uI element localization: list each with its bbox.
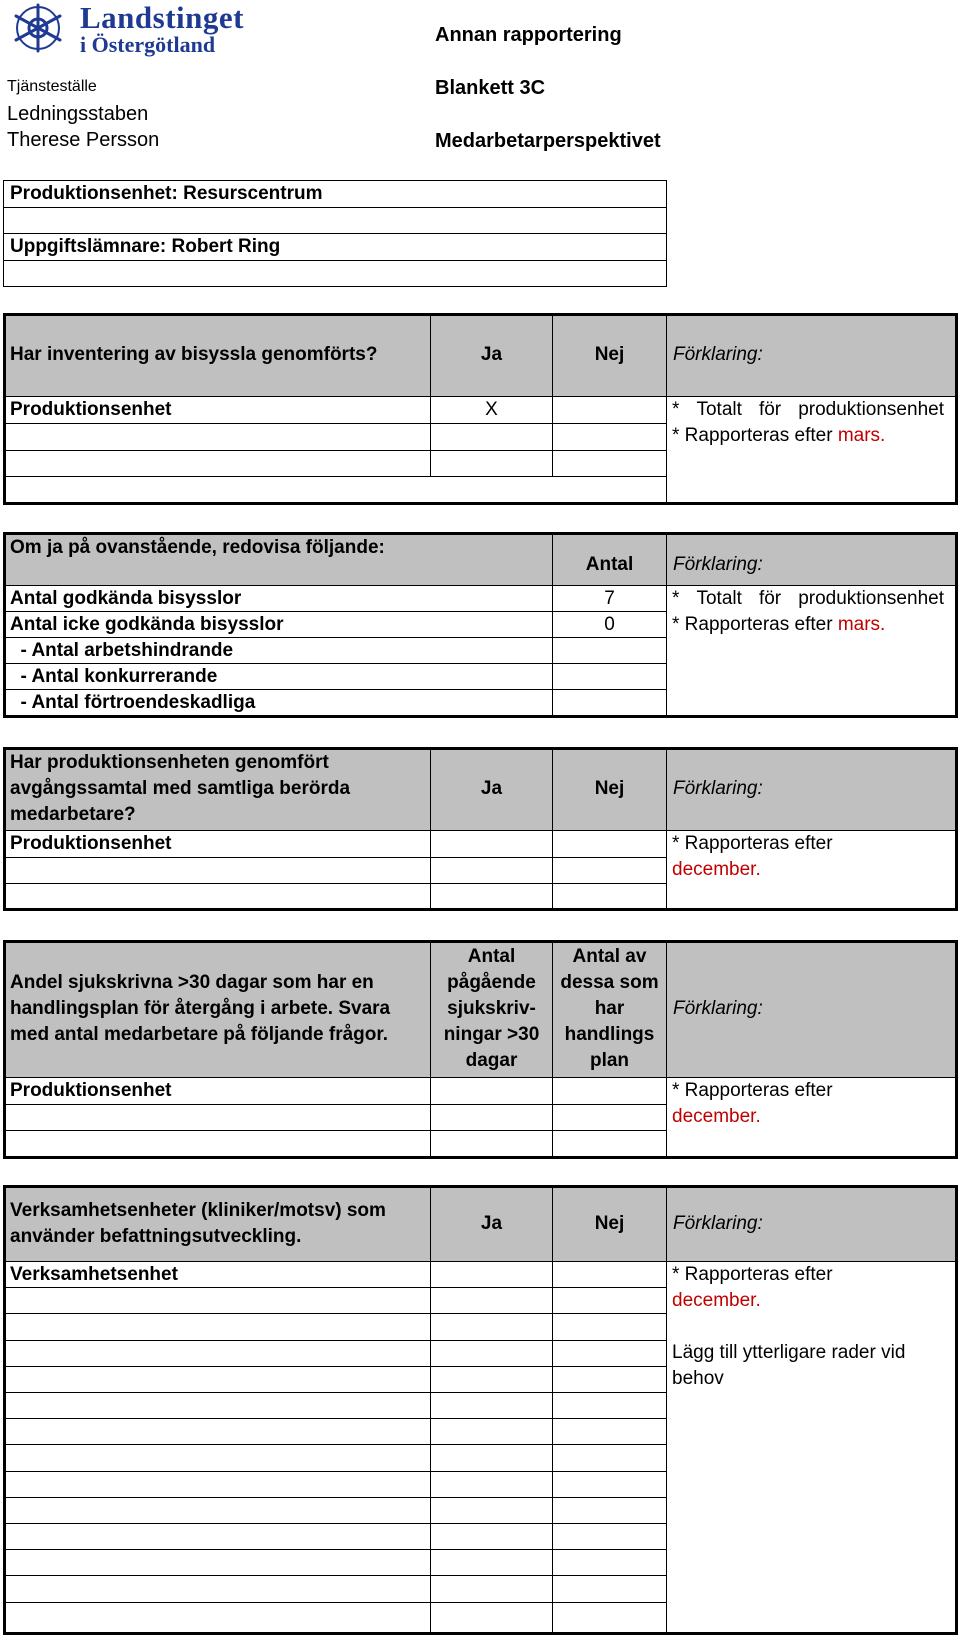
s2-row-value[interactable] xyxy=(552,663,667,690)
s5-row-label-blank[interactable] xyxy=(3,1340,431,1367)
s3-rapporteras: * Rapporteras efter xyxy=(672,833,833,854)
s3-ja-cell[interactable] xyxy=(430,857,553,884)
s5-rapporteras: * Rapporteras efter xyxy=(672,1264,833,1285)
s4-row-label-blank[interactable] xyxy=(3,1130,431,1158)
s3-row-label-blank[interactable] xyxy=(3,883,431,910)
s5-row-label-blank[interactable] xyxy=(3,1287,431,1314)
s2-row-value[interactable]: 7 xyxy=(552,585,667,612)
form-name: Blankett 3C xyxy=(435,77,546,99)
s5-row-label-blank[interactable] xyxy=(3,1602,431,1634)
s2-mars: mars. xyxy=(837,614,886,635)
s4-col1-header: Antal pågående sjukskriv-ningar >30 dagar xyxy=(430,940,553,1078)
s5-spacer xyxy=(672,1314,952,1340)
s5-nej-cell[interactable] xyxy=(552,1392,667,1419)
logo-wordmark xyxy=(80,2,244,56)
s2-explanation-header: Förklaring: xyxy=(666,532,958,586)
logo xyxy=(10,0,250,57)
page-title: Annan rapportering xyxy=(435,24,622,46)
s3-row-label-blank[interactable] xyxy=(3,857,431,884)
s3-ja-cell[interactable] xyxy=(430,830,553,858)
s2-totalt-w1: Totalt xyxy=(696,588,742,609)
s5-nej-cell[interactable] xyxy=(552,1313,667,1341)
s4-col1-cell[interactable] xyxy=(430,1077,553,1105)
s4-question: Andel sjukskrivna >30 dagar som har en handlingsplan för återgång i arbete. Svara med antal medarbetare på följande frågor. xyxy=(3,940,431,1078)
s5-row-label-blank[interactable] xyxy=(3,1366,431,1393)
s5-ja-cell[interactable] xyxy=(430,1444,553,1472)
s5-nej-header: Nej xyxy=(552,1185,667,1262)
s4-col2-header: Antal av dessa som har handlings plan xyxy=(552,940,667,1078)
s5-ja-cell[interactable] xyxy=(430,1418,553,1445)
s5-nej-cell[interactable] xyxy=(552,1471,667,1498)
info-blank-row[interactable] xyxy=(3,260,667,287)
s1-row-label-blank[interactable] xyxy=(3,423,431,451)
s5-row-label-blank[interactable] xyxy=(3,1418,431,1445)
s1-totalt-w3: produktionsenhet xyxy=(798,399,944,420)
s2-rapporteras-line xyxy=(672,612,944,638)
s1-mars: mars. xyxy=(837,425,886,446)
s2-explanation-text xyxy=(672,586,944,638)
s1-totalt-w2: för xyxy=(758,399,782,420)
s5-ja-cell[interactable] xyxy=(430,1261,553,1288)
s5-nej-cell[interactable] xyxy=(552,1549,667,1576)
s1-rapporteras-line xyxy=(672,423,944,449)
s5-row-label-blank[interactable] xyxy=(3,1575,431,1603)
s3-explanation-text xyxy=(672,831,833,883)
s4-december: december. xyxy=(672,1106,761,1127)
s5-nej-cell[interactable] xyxy=(552,1340,667,1367)
s1-totalt-w1: Totalt xyxy=(696,399,742,420)
s2-row-label: - Antal arbetshindrande xyxy=(3,637,553,664)
s5-ja-cell[interactable] xyxy=(430,1471,553,1498)
s5-ja-cell[interactable] xyxy=(430,1575,553,1603)
s1-row-label: Produktionsenhet xyxy=(3,396,431,424)
s2-totalt-w2: för xyxy=(758,588,782,609)
s3-nej-cell[interactable] xyxy=(552,857,667,884)
s1-totalt-w0: * xyxy=(672,399,680,420)
s4-col1-cell[interactable] xyxy=(430,1130,553,1158)
s1-explanation-text xyxy=(672,397,944,449)
s1-ja-value[interactable]: X xyxy=(430,396,553,424)
s3-explanation-header: Förklaring: xyxy=(666,747,958,831)
s2-antal-header: Antal xyxy=(552,532,667,586)
s5-row-label: Verksamhetsenhet xyxy=(3,1261,431,1288)
s1-blank-row[interactable] xyxy=(3,476,667,504)
perspective: Medarbetarperspektivet xyxy=(435,130,661,152)
s2-rapporteras: * Rapporteras efter xyxy=(672,614,838,635)
s5-explanation-text xyxy=(672,1262,952,1392)
s2-question: Om ja på ovanstående, redovisa följande: xyxy=(3,532,553,586)
s5-ja-cell[interactable] xyxy=(430,1366,553,1393)
s5-row-label-blank[interactable] xyxy=(3,1444,431,1472)
reporter-field[interactable]: Uppgiftslämnare: Robert Ring xyxy=(3,233,667,261)
s5-ja-cell[interactable] xyxy=(430,1340,553,1367)
s5-ja-header: Ja xyxy=(430,1185,553,1262)
s1-nej-cell[interactable] xyxy=(552,423,667,451)
s5-nej-cell[interactable] xyxy=(552,1523,667,1550)
s2-totalt-line xyxy=(672,586,944,612)
s5-explanation-header: Förklaring: xyxy=(666,1185,958,1262)
s1-ja-cell[interactable] xyxy=(430,450,553,477)
s5-nej-cell[interactable] xyxy=(552,1602,667,1634)
person: Therese Persson xyxy=(7,129,160,151)
s3-december: december. xyxy=(672,859,761,880)
logo-line1: Landstinget xyxy=(80,0,244,35)
s2-totalt-w3: produktionsenhet xyxy=(798,588,944,609)
s4-col2-cell[interactable] xyxy=(552,1077,667,1105)
s3-row-label: Produktionsenhet xyxy=(3,830,431,858)
s2-row-value[interactable]: 0 xyxy=(552,611,667,638)
s5-row-label-blank[interactable] xyxy=(3,1471,431,1498)
s1-rapporteras: * Rapporteras efter xyxy=(672,425,838,446)
s2-row-label: Antal godkända bisysslor xyxy=(3,585,553,612)
s4-explanation-header: Förklaring: xyxy=(666,940,958,1078)
s5-ja-cell[interactable] xyxy=(430,1313,553,1341)
s5-nej-cell[interactable] xyxy=(552,1444,667,1472)
s5-row-label-blank[interactable] xyxy=(3,1497,431,1524)
s5-ja-cell[interactable] xyxy=(430,1497,553,1524)
s5-nej-cell[interactable] xyxy=(552,1287,667,1314)
s1-nej-cell[interactable] xyxy=(552,396,667,424)
s2-row-label: - Antal konkurrerande xyxy=(3,663,553,690)
s5-nej-cell[interactable] xyxy=(552,1261,667,1288)
s5-ja-cell[interactable] xyxy=(430,1287,553,1314)
s2-row-label: Antal icke godkända bisysslor xyxy=(3,611,553,638)
s5-ja-cell[interactable] xyxy=(430,1523,553,1550)
s1-row-label-blank[interactable] xyxy=(3,450,431,477)
s4-row-label-blank[interactable] xyxy=(3,1104,431,1131)
s5-nej-cell[interactable] xyxy=(552,1366,667,1393)
s4-explanation-text xyxy=(672,1078,833,1130)
s2-row-label: - Antal förtroendeskadliga xyxy=(3,689,553,717)
s5-row-label-blank[interactable] xyxy=(3,1392,431,1419)
s3-nej-header: Nej xyxy=(552,747,667,831)
snowflake-logo-icon xyxy=(10,2,66,54)
s1-explanation-header: Förklaring: xyxy=(666,313,958,397)
info-blank-row[interactable] xyxy=(3,207,667,234)
s5-row-label-blank[interactable] xyxy=(3,1523,431,1550)
s1-ja-header: Ja xyxy=(430,313,553,397)
s5-ja-cell[interactable] xyxy=(430,1392,553,1419)
s1-ja-cell[interactable] xyxy=(430,423,553,451)
s4-col2-cell[interactable] xyxy=(552,1130,667,1158)
s3-question: Har produktionsenheten genomfört avgångssamtal med samtliga berörda medarbetare? xyxy=(3,747,431,831)
s5-row-label-blank[interactable] xyxy=(3,1313,431,1341)
s1-totalt-line xyxy=(672,397,944,423)
s4-row-label: Produktionsenhet xyxy=(3,1077,431,1105)
s1-nej-header: Nej xyxy=(552,313,667,397)
s4-rapporteras: * Rapporteras efter xyxy=(672,1080,833,1101)
s5-nej-cell[interactable] xyxy=(552,1497,667,1524)
s2-row-value[interactable] xyxy=(552,637,667,664)
s3-nej-cell[interactable] xyxy=(552,883,667,910)
s5-nej-cell[interactable] xyxy=(552,1575,667,1603)
s1-question: Har inventering av bisyssla genomförts? xyxy=(3,313,431,397)
s1-nej-cell[interactable] xyxy=(552,450,667,477)
s5-note: Lägg till ytterligare rader vid behov xyxy=(672,1342,906,1389)
s5-ja-cell[interactable] xyxy=(430,1549,553,1576)
s2-row-value[interactable] xyxy=(552,689,667,717)
unit-field[interactable]: Produktionsenhet: Resurscentrum xyxy=(3,180,667,208)
s3-ja-cell[interactable] xyxy=(430,883,553,910)
s3-ja-header: Ja xyxy=(430,747,553,831)
s4-col1-cell[interactable] xyxy=(430,1104,553,1131)
department: Ledningsstaben xyxy=(7,103,149,125)
s5-question: Verksamhetsenheter (kliniker/motsv) som använder befattningsutveckling. xyxy=(3,1185,431,1262)
s5-row-label-blank[interactable] xyxy=(3,1549,431,1576)
s5-ja-cell[interactable] xyxy=(430,1602,553,1634)
tjanstestalle-label: Tjänsteställe xyxy=(7,78,97,95)
s4-col2-cell[interactable] xyxy=(552,1104,667,1131)
s2-totalt-w0: * xyxy=(672,588,680,609)
s5-december: december. xyxy=(672,1290,761,1311)
logo-line2: i Östergötland xyxy=(80,32,216,57)
s5-nej-cell[interactable] xyxy=(552,1418,667,1445)
s3-nej-cell[interactable] xyxy=(552,830,667,858)
